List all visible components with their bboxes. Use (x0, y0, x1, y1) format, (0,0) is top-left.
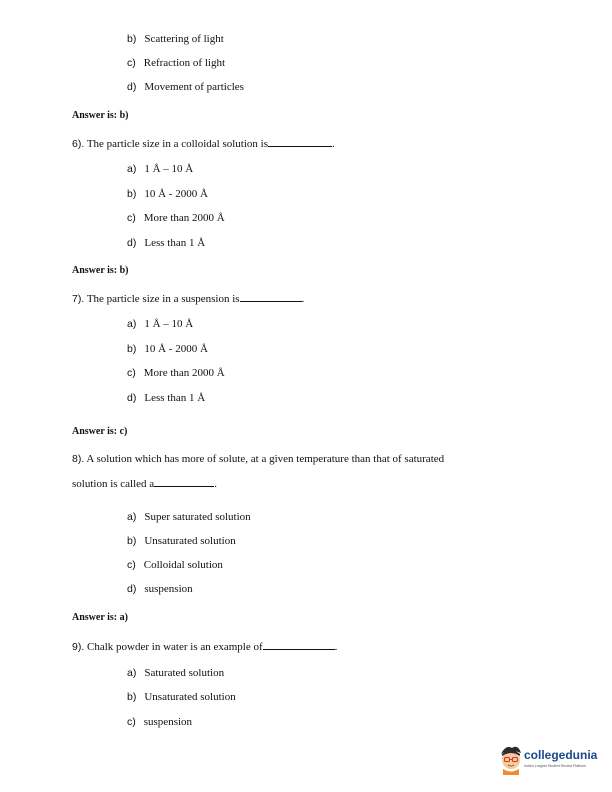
answer-line: Answer is: b) (72, 110, 129, 121)
answer-blank (268, 137, 332, 147)
option-d: d) Less than 1 Å (127, 392, 206, 404)
option-d: d) Movement of particles (127, 81, 244, 93)
option-b: b) 10 Å - 2000 Å (127, 188, 208, 200)
question-7: 7). The particle size in a suspension is . (72, 293, 305, 305)
option-c: c) More than 2000 Å (127, 367, 225, 379)
logo-tagline: India's Largest Student Review Platform (524, 764, 587, 768)
answer-blank (240, 292, 302, 302)
option-d: d) Less than 1 Å (127, 237, 206, 249)
answer-blank (263, 640, 335, 650)
option-c: c) suspension (127, 716, 193, 728)
option-a: a) Super saturated solution (127, 511, 251, 523)
option-b: b) Unsaturated solution (127, 691, 236, 703)
question-8-line2: solution is called a . (72, 478, 217, 490)
answer-blank (154, 477, 214, 487)
option-b: b) Scattering of light (127, 33, 224, 45)
option-b: b) Unsaturated solution (127, 535, 236, 547)
logo-name: collegedunia (524, 748, 598, 762)
option-c: c) Colloidal solution (127, 559, 223, 571)
option-a: a) 1 Å – 10 Å (127, 318, 194, 330)
option-a: a) 1 Å – 10 Å (127, 163, 194, 175)
option-b: b) 10 Å - 2000 Å (127, 343, 208, 355)
question-9: 9). Chalk powder in water is an example of . (72, 641, 338, 653)
option-d: d) suspension (127, 583, 193, 595)
option-c: c) Refraction of light (127, 57, 226, 69)
mascot-icon (498, 744, 524, 776)
answer-line: Answer is: a) (72, 612, 128, 623)
question-6: 6). The particle size in a colloidal solution is . (72, 138, 335, 150)
answer-line: Answer is: b) (72, 265, 129, 276)
collegedunia-logo (498, 742, 598, 780)
option-c: c) More than 2000 Å (127, 212, 225, 224)
option-a: a) Saturated solution (127, 667, 225, 679)
answer-line: Answer is: c) (72, 426, 128, 437)
question-8: 8). A solution which has more of solute, at a given temperature than that of saturated (72, 453, 445, 465)
